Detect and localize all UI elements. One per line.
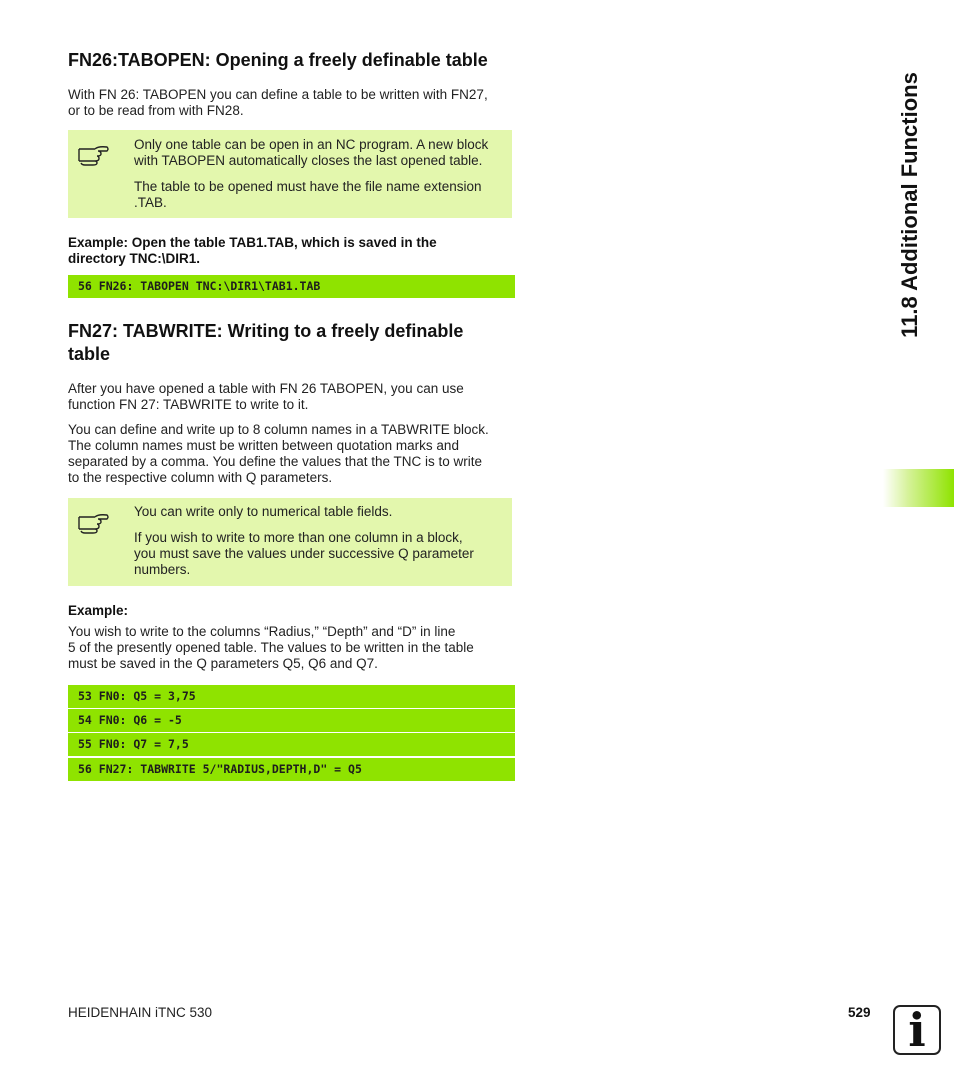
chapter-side-title-text: 11.8 Additional Functions	[897, 72, 922, 338]
text-line: Only one table can be open in an NC program. A new block	[134, 137, 489, 152]
text-line: You can write only to numerical table fields.	[134, 504, 393, 519]
text-line: 5 of the presently opened table. The values to be written in the table	[68, 640, 474, 655]
text-line: with TABOPEN automatically closes the last opened table.	[134, 153, 483, 168]
heading-line: table	[68, 344, 111, 364]
text-line: function FN 27: TABWRITE to write to it.	[68, 397, 309, 412]
text-line: separated by a comma. You define the values that the TNC is to write	[68, 454, 482, 469]
note-box-fn27	[68, 498, 512, 586]
text-line: directory TNC:\DIR1.	[68, 251, 201, 266]
code-line: 54 FN0: Q6 = -5	[68, 709, 515, 732]
code-line: 56 FN27: TABWRITE 5/"RADIUS,DEPTH,D" = Q5	[68, 758, 515, 781]
text-line: numbers.	[134, 562, 191, 577]
fn26-intro	[68, 87, 518, 119]
pointing-hand-icon	[77, 140, 111, 166]
text-line: With FN 26: TABOPEN you can define a table to be written with FN27,	[68, 87, 488, 102]
section-heading-fn26: FN26:TABOPEN: Opening a freely definable table	[68, 50, 488, 70]
section-heading-fn27	[68, 320, 518, 366]
code-line: 55 FN0: Q7 = 7,5	[68, 733, 515, 756]
example-label: Example:	[68, 603, 129, 618]
info-icon	[893, 1005, 941, 1055]
text-line: or to be read from with FN28.	[68, 103, 244, 118]
code-line: 56 FN26: TABOPEN TNC:\DIR1\TAB1.TAB	[68, 275, 515, 298]
text-line: must be saved in the Q parameters Q5, Q6 and Q7.	[68, 656, 378, 671]
text-line: After you have opened a table with FN 26 TABOPEN, you can use	[68, 381, 464, 396]
note-box-fn26	[68, 130, 512, 218]
pointing-hand-icon	[77, 508, 111, 534]
text-line: You can define and write up to 8 column names in a TABWRITE block.	[68, 422, 489, 437]
fn26-example-title	[68, 235, 518, 267]
text-line: The column names must be written between quotation marks and	[68, 438, 459, 453]
chapter-thumb-tab	[883, 469, 954, 507]
text-line: If you wish to write to more than one column in a block,	[134, 530, 463, 545]
text-line: The table to be opened must have the file name extension	[134, 179, 482, 194]
page-number: 529	[848, 1005, 871, 1020]
chapter-side-title	[890, 50, 930, 360]
note-paragraph	[134, 504, 504, 520]
info-icon-glyph: i	[908, 1003, 926, 1057]
note-paragraph	[134, 530, 504, 578]
heading-line: FN27: TABWRITE: Writing to a freely definable	[68, 321, 464, 341]
note-paragraph	[134, 137, 504, 169]
footer-product-name: HEIDENHAIN iTNC 530	[68, 1005, 213, 1020]
code-line: 53 FN0: Q5 = 3,75	[68, 685, 515, 708]
text-line: Example: Open the table TAB1.TAB, which is saved in the	[68, 235, 437, 250]
fn27-example-text	[68, 624, 518, 672]
text-line: You wish to write to the columns “Radius,” “Depth” and “D” in line	[68, 624, 456, 639]
text-line: you must save the values under successive Q parameter	[134, 546, 474, 561]
text-line: to the respective column with Q parameters.	[68, 470, 333, 485]
fn27-paragraph-1	[68, 381, 518, 413]
text-line: .TAB.	[134, 195, 167, 210]
fn27-paragraph-2	[68, 422, 518, 486]
note-paragraph	[134, 179, 504, 211]
